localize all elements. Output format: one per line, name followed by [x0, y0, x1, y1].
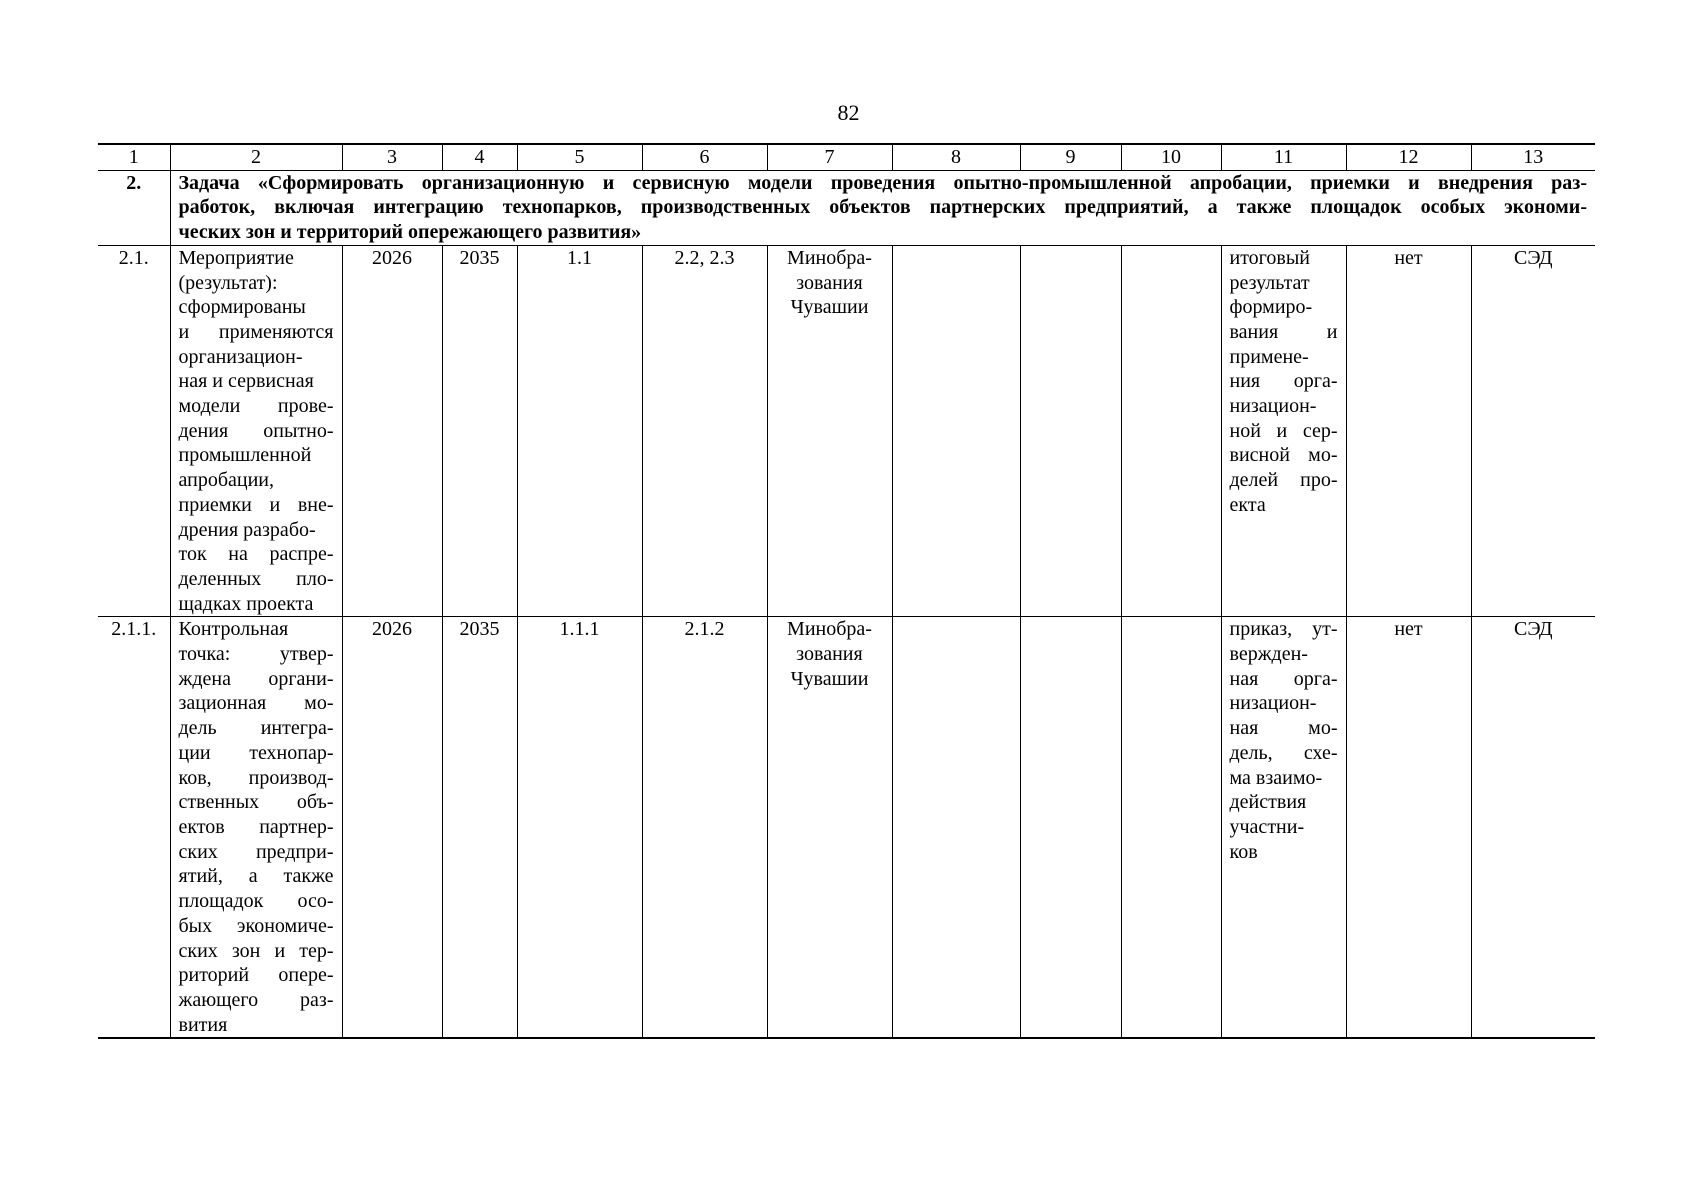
result-document-line: вания и	[1229, 320, 1338, 343]
event-description-line: Мероприятие	[178, 246, 294, 269]
column-header: 3	[342, 144, 442, 170]
checkpoint-description-line: ских предпри-	[178, 840, 334, 863]
start-year: 2026	[342, 245, 442, 617]
checkpoint-description-line: ждена органи-	[178, 667, 334, 690]
plan-table	[98, 143, 1595, 1039]
column-header: 4	[442, 144, 517, 170]
checkpoint-description-line: ков, производ-	[178, 766, 334, 789]
result-document-line: ной и сер-	[1229, 419, 1338, 442]
checkpoint-description-line: жающего раз-	[178, 988, 334, 1011]
result-document-line: ная мо-	[1229, 717, 1338, 740]
result-document-line: низацион-	[1229, 692, 1317, 715]
col13-value: СЭД	[1471, 245, 1595, 617]
event-description-line: деленных пло-	[178, 567, 334, 590]
checkpoint-description-line: ции технопар-	[178, 741, 334, 764]
checkpoint-description-line: дель интегра-	[178, 717, 334, 740]
column-header: 10	[1121, 144, 1221, 170]
checkpoint-description-line: Контрольная	[178, 618, 289, 641]
checkpoint-row	[98, 617, 1595, 1038]
responsible-executor-line: Чувашии	[790, 296, 869, 319]
result-document-line: итоговый	[1229, 246, 1310, 269]
task-row	[98, 170, 1595, 245]
result-document-line: вержден-	[1229, 643, 1308, 666]
result-document-line: дель, схе-	[1229, 741, 1338, 764]
col10-value	[1121, 245, 1221, 617]
result-document-line: приказ, ут-	[1229, 618, 1338, 641]
event-row	[98, 245, 1595, 617]
row-number: 2.1.1.	[98, 617, 170, 1038]
task-title-line: работок, включая интеграцию технопарков, производственных объектов партнерских предприятий, а также площадок особых экономи-	[178, 196, 1587, 219]
checkpoint-description-line: площадок осо-	[178, 890, 334, 913]
column-header: 7	[767, 144, 892, 170]
event-description-line: дения опытно-	[178, 419, 334, 442]
event-description-line: приемки и вне-	[178, 493, 334, 516]
col6-value: 2.2, 2.3	[642, 245, 767, 617]
checkpoint-description-line: зационная мо-	[178, 692, 334, 715]
column-number-row	[98, 144, 1595, 170]
result-document	[1221, 617, 1346, 1038]
event-description	[170, 245, 342, 617]
event-description-line: сформированы	[178, 296, 306, 319]
col10-value	[1121, 617, 1221, 1038]
result-document-line: примене-	[1229, 345, 1309, 368]
responsible-executor	[767, 617, 892, 1038]
event-description-line: дрения разрабо-	[178, 518, 316, 541]
col6-value: 2.1.2	[642, 617, 767, 1038]
result-document-line: делей про-	[1229, 469, 1338, 492]
task-title	[170, 170, 1595, 245]
responsible-executor-line: Чувашии	[790, 667, 869, 690]
result-document-line: результат	[1229, 271, 1310, 294]
result-document-line: ма взаимо-	[1229, 766, 1323, 789]
column-header: 8	[892, 144, 1020, 170]
event-description-line: (результат):	[178, 271, 278, 294]
responsible-executor-line: Минобра-	[787, 618, 872, 641]
checkpoint-description-line: точка: утвер-	[178, 643, 334, 666]
result-document-line: участни-	[1229, 815, 1305, 838]
col8-value	[892, 245, 1020, 617]
col12-value: нет	[1346, 617, 1471, 1038]
checkpoint-description-line: риторий опере-	[178, 964, 334, 987]
event-description-line: промышленной	[178, 444, 312, 467]
column-header: 5	[517, 144, 642, 170]
checkpoint-description-line: ских зон и тер-	[178, 939, 334, 962]
task-number: 2.	[98, 170, 170, 245]
result-document-line: екта	[1229, 493, 1266, 516]
checkpoint-description-line: бых экономиче-	[178, 914, 334, 937]
checkpoint-description-line: ектов партнер-	[178, 815, 334, 838]
result-document-line: висной мо-	[1229, 444, 1338, 467]
end-year: 2035	[442, 617, 517, 1038]
col9-value	[1020, 245, 1121, 617]
task-title-line: ческих зон и территорий опережающего развития»	[178, 221, 642, 244]
result-document-line: действия	[1229, 791, 1307, 814]
event-description-line: ток на распре-	[178, 543, 334, 566]
event-description-line: щадках проекта	[178, 592, 314, 615]
responsible-executor-line: зования	[796, 643, 863, 666]
result-document-line: низацион-	[1229, 395, 1317, 418]
result-document-line: ния орга-	[1229, 370, 1338, 393]
page-number: 82	[837, 100, 860, 125]
event-description-line: организацион-	[178, 345, 303, 368]
checkpoint-description	[170, 617, 342, 1038]
column-header: 11	[1221, 144, 1346, 170]
column-header: 9	[1020, 144, 1121, 170]
column-header: 2	[170, 144, 342, 170]
row-number: 2.1.	[98, 245, 170, 617]
event-description-line: ная и сервисная	[178, 370, 314, 393]
col12-value: нет	[1346, 245, 1471, 617]
column-header: 12	[1346, 144, 1471, 170]
checkpoint-description-line: вития	[178, 1013, 228, 1036]
result-document	[1221, 245, 1346, 617]
event-description-line: апробации,	[178, 469, 274, 492]
column-header: 13	[1471, 144, 1595, 170]
event-description-line: и применяются	[178, 320, 334, 343]
column-header: 1	[98, 144, 170, 170]
result-document-line: ков	[1229, 840, 1258, 863]
checkpoint-description-line: ственных объ-	[178, 791, 334, 814]
result-document-line: формиро-	[1229, 296, 1313, 319]
end-year: 2035	[442, 245, 517, 617]
event-description-line: модели прове-	[178, 395, 334, 418]
checkpoint-description-line: ятий, а также	[178, 865, 334, 888]
col5-value: 1.1.1	[517, 617, 642, 1038]
col5-value: 1.1	[517, 245, 642, 617]
result-document-line: ная орга-	[1229, 667, 1338, 690]
column-header: 6	[642, 144, 767, 170]
responsible-executor-line: зования	[796, 271, 863, 294]
start-year: 2026	[342, 617, 442, 1038]
col8-value	[892, 617, 1020, 1038]
responsible-executor	[767, 245, 892, 617]
responsible-executor-line: Минобра-	[787, 246, 872, 269]
col13-value: СЭД	[1471, 617, 1595, 1038]
col9-value	[1020, 617, 1121, 1038]
task-title-line: Задача «Сформировать организационную и сервисную модели проведения опытно-промышленной апробации, приемки и внедрения раз-	[178, 171, 1587, 194]
